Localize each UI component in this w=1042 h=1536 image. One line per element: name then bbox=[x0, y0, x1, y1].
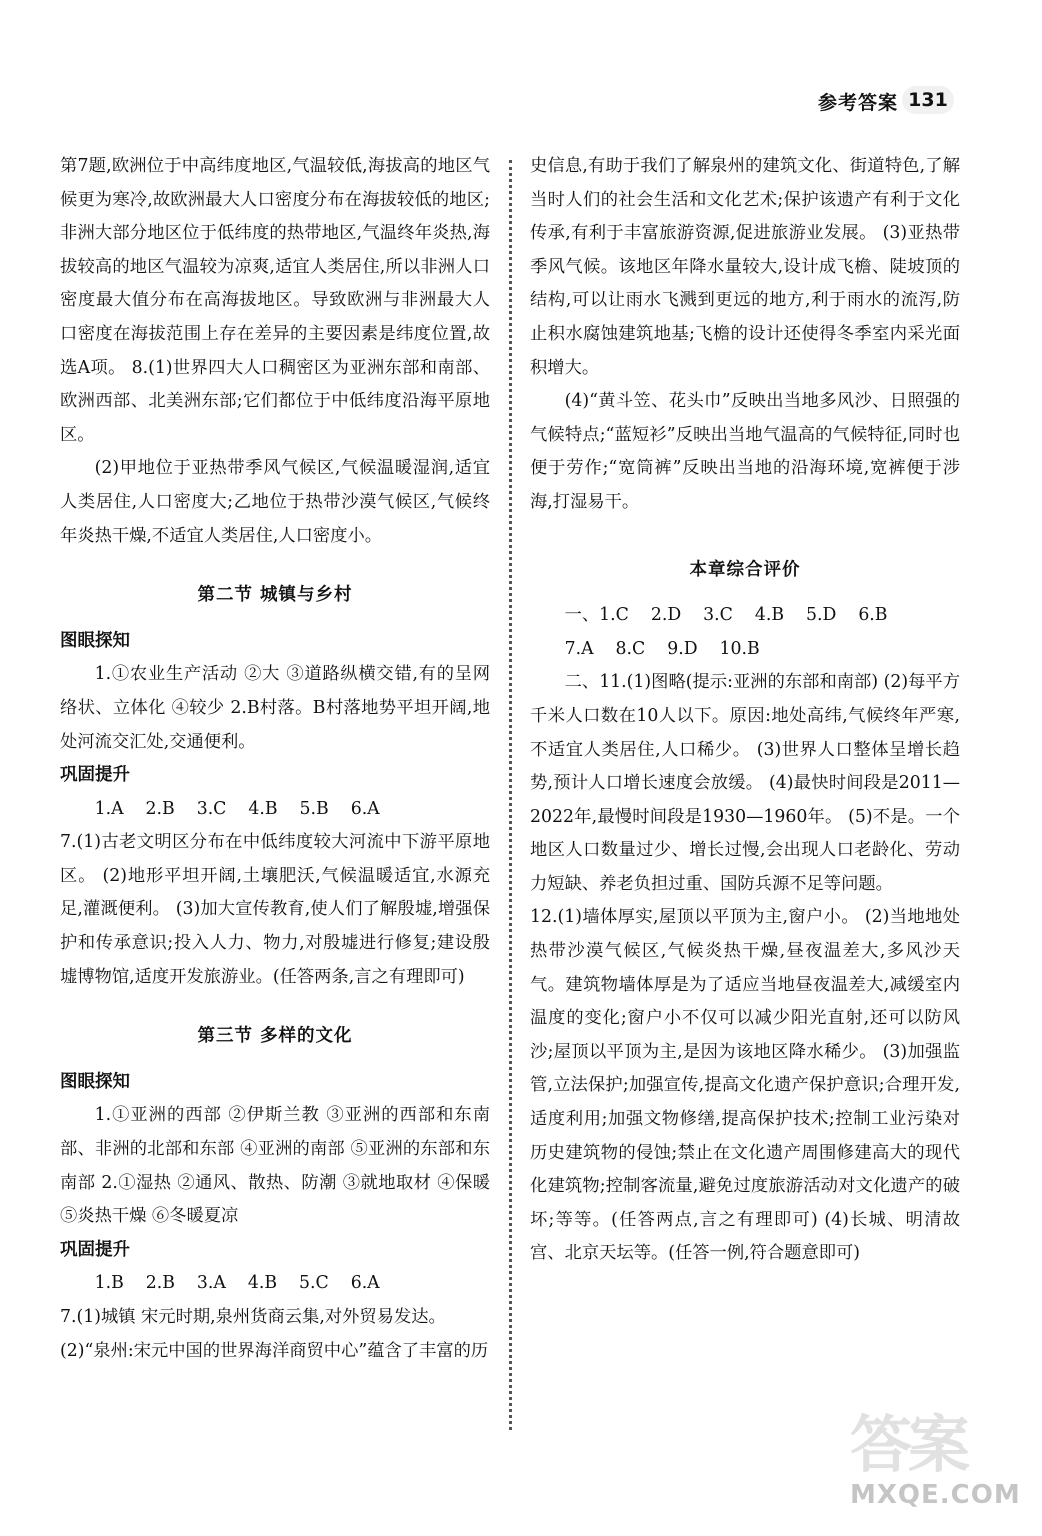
right-column bbox=[530, 150, 960, 1271]
answer-paragraph: 1.①亚洲的西部 ②伊斯兰教 ③亚洲的西部和东南部、非洲的北部和东部 ④亚洲的南部 ⑤亚洲的东部和东南部 2.①湿热 ②通风、散热、防潮 ③就地取材 ④保暖 ⑤炎热干燥 ⑥冬暖夏凉 bbox=[60, 1105, 490, 1227]
choice-answers: 一、1.C 2.D 3.C 4.B 5.D 6.B bbox=[564, 605, 888, 626]
answer-paragraph: 12.(1)墙体厚实,屋顶以平顶为主,窗户小。 (2)当地地处热带沙漠气候区,气候炎热干燥,昼夜温差大,多风沙天气。建筑物墙体厚是为了适应当地昼夜温差大,减缓室内温度的变化;窗户小不仅可以减少阳光直射,还可以防风沙;屋顶以平顶为主,是因为该地区降水稀少。 (3)加强监管,立法保护;加强宣传,提高文化遗产保护意识;合理开发,适度利用;加强文物修缮,提高保护技术;控制工业污染对历史建筑物的侵蚀;禁止在文化遗产周围修建高大的现代化建筑物;控制客流量,避免过度旅游活动对文化遗产的破坏;等等。(任答两点,言之有理即可) (4)长城、明清故宫、北京天坛等。(任答一例,符合题意即可) bbox=[530, 907, 960, 1264]
left-column bbox=[60, 150, 490, 1368]
header-label: 参考答案 bbox=[818, 92, 899, 114]
subsection-title: 巩固提升 bbox=[60, 1239, 130, 1260]
choice-answers: 1.B 2.B 3.A 4.B 5.C 6.A bbox=[94, 1273, 380, 1294]
answer-paragraph: (2)甲地位于亚热带季风气候区,气候温暖湿润,适宜人类居住,人口密度大;乙地位于热带沙漠气候区,气候终年炎热干燥,不适宜人类居住,人口密度小。 bbox=[60, 458, 490, 546]
choice-answers: 1.A 2.B 3.C 4.B 5.B 6.A bbox=[94, 798, 380, 819]
answer-paragraph: 史信息,有助于我们了解泉州的建筑文化、街道特色,了解当时人们的社会生活和文化艺术;保护该遗产有利于文化传承,有利于丰富旅游资源,促进旅游业发展。 (3)亚热带季风气候。该地区年降水量较大,设计成飞檐、陡坡顶的结构,可以让雨水飞溅到更远的地方,利于雨水的流泻,防止积水腐蚀建筑地基;飞檐的设计还使得冬季室内采光面积增大。 bbox=[530, 156, 960, 378]
subsection-title: 图眼探知 bbox=[60, 1071, 130, 1092]
watermark-glyphs: 答案 bbox=[850, 1408, 967, 1481]
section-title: 本章综合评价 bbox=[689, 559, 801, 580]
answer-paragraph: 7.(1)古老文明区分布在中低纬度较大河流中下游平原地区。 (2)地形平坦开阔,土壤肥沃,气候温暖适宜,水源充足,灌溉便利。 (3)加大宣传教育,使人们了解殷墟,增强保护和传承意识;投入人力、物力,对殷墟进行修复;建设殷墟博物馆,适度开发旅游业。(任答两条,言之有理即可) bbox=[60, 832, 490, 987]
section-title: 第二节 城镇与乡村 bbox=[197, 585, 353, 606]
subsection-title: 巩固提升 bbox=[60, 765, 130, 786]
subsection-title: 图眼探知 bbox=[60, 630, 130, 651]
answer-paragraph: 1.①农业生产活动 ②大 ③道路纵横交错,有的呈网络状、立体化 ④较少 2.B村落。B村落地势平坦开阔,地处河流交汇处,交通便利。 bbox=[60, 664, 490, 752]
watermark-text: MXQE.COM bbox=[850, 1480, 1021, 1510]
page-header bbox=[792, 84, 982, 118]
answer-paragraph: (4)“黄斗笠、花头巾”反映出当地多风沙、日照强的气候特点;“蓝短衫”反映出当地气温高的气候特征,同时也便于劳作;“宽筒裤”反映出当地的沿海环境,宽裤便于涉海,打湿易干。 bbox=[530, 391, 960, 512]
column-divider bbox=[509, 160, 512, 1430]
watermark-logo bbox=[850, 1395, 1020, 1525]
answer-paragraph: 二、11.(1)图略(提示:亚洲的东部和南部) (2)每平方千米人口数在10人以下。原因:地处高纬,气候终年严寒,不适宜人类居住,人口稀少。 (3)世界人口整体呈增长趋势,预计人口增长速度会放缓。 (4)最快时间段是2011—2022年,最慢时间段是1930—1960年。 (5)不是。一个地区人口数量过少、增长过慢,会出现人口老龄化、劳动力短缺、养老负担过重、国防兵源不足等问题。 bbox=[530, 672, 960, 894]
section-title: 第三节 多样的文化 bbox=[197, 1026, 353, 1047]
answer-paragraph: 7.(1)城镇 宋元时期,泉州货商云集,对外贸易发达。 bbox=[60, 1307, 446, 1327]
choice-answers: 7.A 8.C 9.D 10.B bbox=[564, 638, 760, 659]
answer-paragraph: (2)“泉州:宋元中国的世界海洋商贸中心”蕴含了丰富的历 bbox=[60, 1340, 489, 1361]
page-number: 131 bbox=[902, 86, 954, 114]
answer-paragraph: 第7题,欧洲位于中高纬度地区,气温较低,海拔高的地区气候更为寒冷,故欧洲最大人口密度分布在海拔较低的地区;非洲大部分地区位于低纬度的热带地区,气温终年炎热,海拔较高的地区气温较为凉爽,适宜人类居住,所以非洲人口密度最大值分布在高海拔地区。导致欧洲与非洲最大人口密度在海拔范围上存在差异的主要因素是纬度位置,故选A项。 8.(1)世界四大人口稠密区为亚洲东部和南部、欧洲西部、北美洲东部;它们都位于中低纬度沿海平原地区。 bbox=[60, 156, 490, 445]
